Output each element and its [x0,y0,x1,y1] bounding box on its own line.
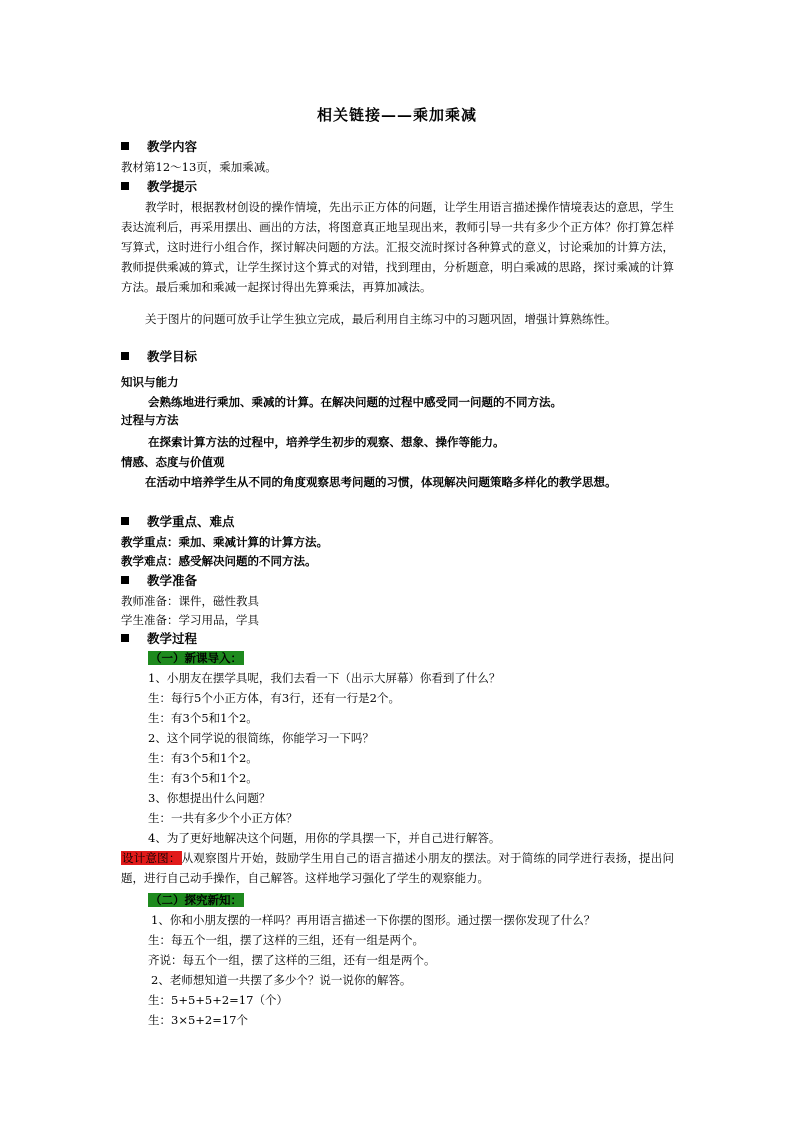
goal-label-process: 过程与方法 [121,413,179,427]
section-heading-keypoints: 教学重点、难点 [121,512,235,532]
step1-line: 生：一共有多少个小正方体？ [148,811,298,825]
step1-line: 生：有3个5和1个2。 [148,771,258,785]
step1-line: 生：有3个5和1个2。 [148,711,258,725]
difficult-point-text: 教学难点：感受解决问题的不同方法。 [121,554,317,568]
section-heading-prep: 教学准备 [121,571,197,591]
step2-line: 生：3×5+2=17个 [148,1013,248,1027]
step1-line: 4、为了更好地解决这个问题，用你的学具摆一下，并自己进行解答。 [148,831,501,845]
section-heading-content: 教学内容 [121,137,197,157]
bullet-icon [121,517,129,525]
section-heading-goals: 教学目标 [121,347,197,367]
prep-student-text: 学生准备：学习用品，学具 [121,613,259,627]
goal-text-process: 在探索计算方法的过程中，培养学生初步的观察、想象、操作等能力。 [148,435,505,449]
bullet-icon [121,634,129,642]
prep-teacher-text: 教师准备：课件，磁性教具 [121,594,259,608]
step1-line: 3、你想提出什么问题？ [148,791,271,805]
step1-tag: （一）新课导入： [150,651,242,665]
page-title: 相关链接——乘加乘减 [316,106,477,124]
step1-line: 1、小朋友在摆学具呢，我们去看一下（出示大屏幕）你看到了什么？ [148,671,501,685]
step2-line: 生：每五个一组，摆了这样的三组，还有一组是两个。 [148,933,424,947]
design-intent-text: 从观察图片开始，鼓励学生用自己的语言描述小朋友的摆法。对于简练的同学进行表扬，提出问题，进行自己动手操作，自己解答。这样地学习强化了学生的观察能力。 [121,851,675,885]
step1-label [148,648,244,668]
step2-line: 2、老师想知道一共摆了多少个？说一说你的解答。 [151,973,412,987]
goal-label-emotion: 情感、态度与价值观 [121,455,225,469]
step2-line: 1、你和小朋友摆的一样吗？再用语言描述一下你摆的图形。通过摆一摆你发现了什么？ [151,913,596,927]
step2-line: 齐说：每五个一组，摆了这样的三组，还有一组是两个。 [148,953,436,967]
key-point-text: 教学重点：乘加、乘减计算的计算方法。 [121,535,328,549]
tips-paragraph-1: 教学时，根据教材创设的操作情境，先出示正方体的问题，让学生用语言描述操作情境表达的意思，学生表达流利后，再采用摆出、画出的方法，将图意真正地呈现出来，教师引导一共有多少个正方体？你打算怎样写算式，这时进行小组合作，探讨解决问题的方法。汇报交流时探讨各种算式的意义，讨论乘加的计算方法，教师提供乘减的算式，让学生探讨这个算式的对错，找到理由，分析题意，明白乘减的思路，探讨乘减的计算方法。最后乘加和乘减一起探讨得出先算乘法，再算加减法。 [121,200,674,294]
design-intent-tag: 设计意图： [122,851,181,865]
section-heading-process: 教学过程 [121,629,197,649]
design-intent-paragraph [121,848,674,888]
goal-label-knowledge: 知识与能力 [121,375,179,389]
step2-line: 生：5+5+5+2=17（个） [148,993,288,1007]
bullet-icon [121,352,129,360]
bullet-icon [121,142,129,150]
step2-tag: （二）探究新知： [150,893,242,907]
goal-text-knowledge: 会熟练地进行乘加、乘减的计算。在解决问题的过程中感受同一问题的不同方法。 [148,395,562,409]
step1-line: 生：每行5个小正方体，有3行，还有一行是2个。 [148,691,400,705]
step1-line: 2、这个同学说的很简练，你能学习一下吗？ [148,731,374,745]
step2-label [148,890,244,910]
goal-text-emotion: 在活动中培养学生从不同的角度观察思考问题的习惯，体现解决问题策略多样化的教学思想。 [145,475,617,489]
step1-line: 生：有3个5和1个2。 [148,751,258,765]
bullet-icon [121,182,129,190]
section-heading-tips: 教学提示 [121,177,197,197]
tips-paragraph-2: 关于图片的问题可放手让学生独立完成，最后利用自主练习中的习题巩固，增强计算熟练性。 [145,312,617,326]
bullet-icon [121,576,129,584]
content-text: 教材第12～13页，乘加乘减。 [121,160,277,174]
